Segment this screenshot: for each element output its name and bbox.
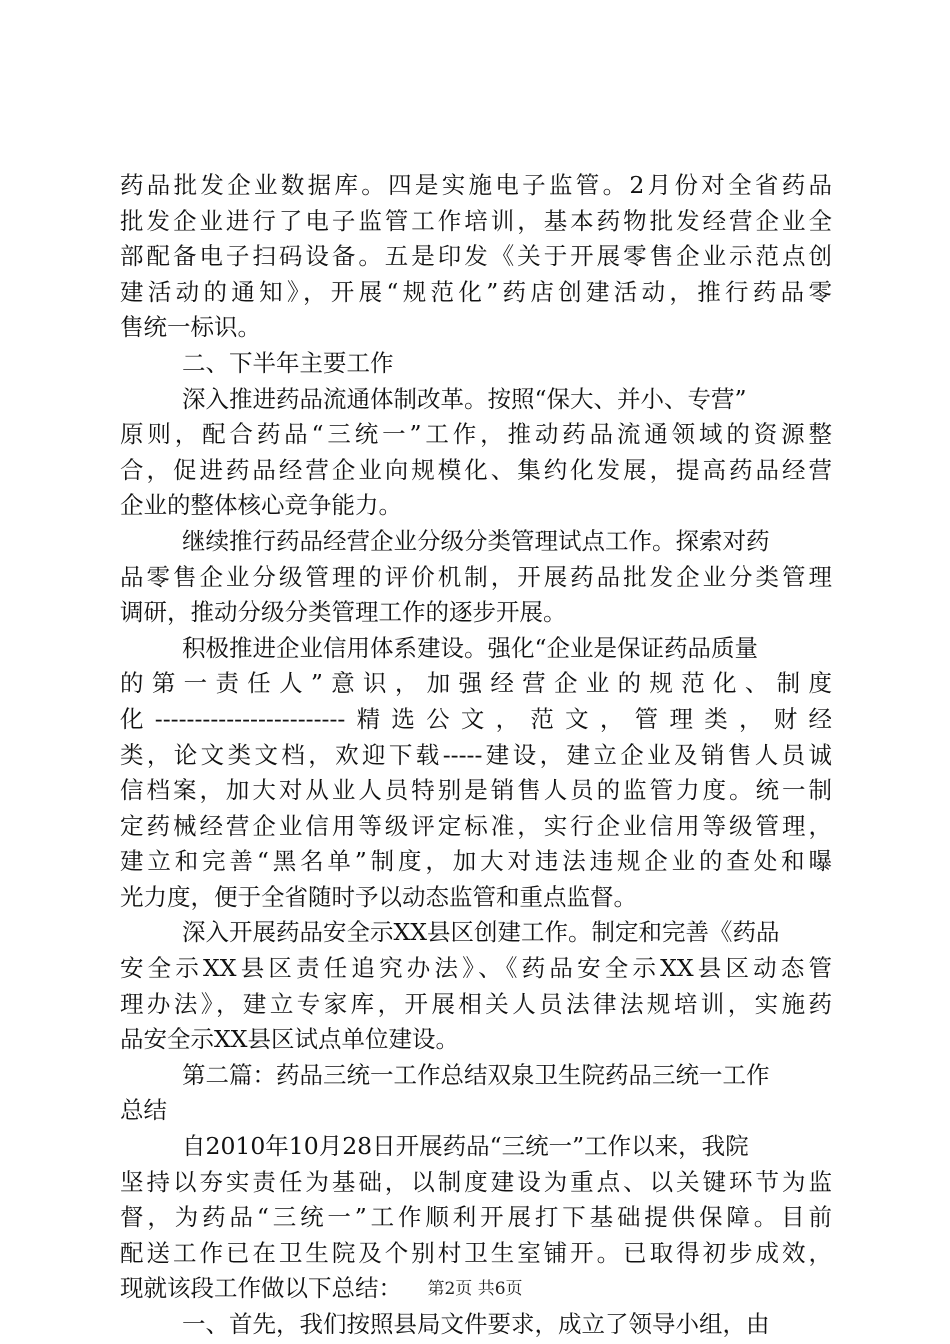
section-heading: 第二篇：药品三统一工作总结双泉卫生院药品三统一工作	[182, 1060, 770, 1089]
text-line: 督，为药品“三统一”工作顺利开展打下基础提供保障。目前	[120, 1203, 832, 1232]
text-line: 安全示XX县区责任追究办法》、《药品安全示XX县区动态管	[120, 954, 832, 983]
page-number-footer: 第2页 共6页	[427, 1279, 523, 1299]
text-line: 化------------------------精选公文，范文，管理类，财经	[120, 704, 832, 733]
text-line: 部配备电子扫码设备。五是印发《关于开展零售企业示范点创	[120, 242, 832, 271]
section-heading: 二、下半年主要工作	[182, 348, 394, 377]
text-line: 信档案，加大对从业人员特别是销售人员的监管力度。统一制	[120, 776, 832, 805]
text-line: 建活动的通知》，开展“规范化”药店创建活动，推行药品零	[120, 277, 832, 306]
text-line: 理办法》，建立专家库，开展相关人员法律法规培训，实施药	[120, 989, 832, 1018]
text-line: 建立和完善“黑名单”制度，加大对违法违规企业的查处和曝	[120, 847, 832, 876]
text-line: 调研，推动分级分类管理工作的逐步开展。	[120, 598, 567, 627]
text-line: 配送工作已在卫生院及个别村卫生室铺开。已取得初步成效，	[120, 1238, 832, 1267]
text-line: 品零售企业分级管理的评价机制，开展药品批发企业分类管理	[120, 562, 832, 591]
text-line: 品安全示XX县区试点单位建设。	[120, 1025, 459, 1054]
text-line: 类，论文类文档，欢迎下载-----建设，建立企业及销售人员诚	[120, 740, 832, 769]
text-line: 继续推行药品经营企业分级分类管理试点工作。探索对药	[182, 526, 770, 555]
text-line: 一、首先，我们按照县局文件要求，成立了领导小组，由	[182, 1310, 770, 1338]
text-line: 的第一责任人”意识，加强经营企业的规范化、制度	[120, 669, 832, 698]
text-line: 自2010年10月28日开展药品“三统一”工作以来，我院	[182, 1132, 749, 1161]
text-line: 深入开展药品安全示XX县区创建工作。制定和完善《药品	[182, 918, 780, 947]
text-line: 企业的整体核心竞争能力。	[120, 491, 402, 520]
text-line: 现就该段工作做以下总结：	[120, 1274, 402, 1303]
text-line: 深入推进药品流通体制改革。按照“保大、并小、专营”	[182, 384, 747, 413]
text-line: 药品批发企业数据库。四是实施电子监管。2月份对全省药品	[120, 171, 832, 199]
document-body	[120, 168, 832, 1343]
text-line: 定药械经营企业信用等级评定标准，实行企业信用等级管理，	[120, 811, 832, 840]
text-line: 售统一标识。	[120, 313, 261, 342]
text-line: 积极推进企业信用体系建设。强化“企业是保证药品质量	[182, 633, 759, 662]
text-line: 原则，配合药品“三统一”工作，推动药品流通领域的资源整	[120, 420, 832, 449]
text-line: 合，促进药品经营企业向规模化、集约化发展，提高药品经营	[120, 455, 832, 484]
text-line: 批发企业进行了电子监管工作培训，基本药物批发经营企业全	[120, 206, 832, 235]
text-line: 光力度，便于全省随时予以动态监管和重点监督。	[120, 882, 637, 911]
text-line: 坚持以夯实责任为基础，以制度建设为重点、以关键环节为监	[120, 1167, 832, 1196]
text-line: 总结	[120, 1096, 167, 1125]
